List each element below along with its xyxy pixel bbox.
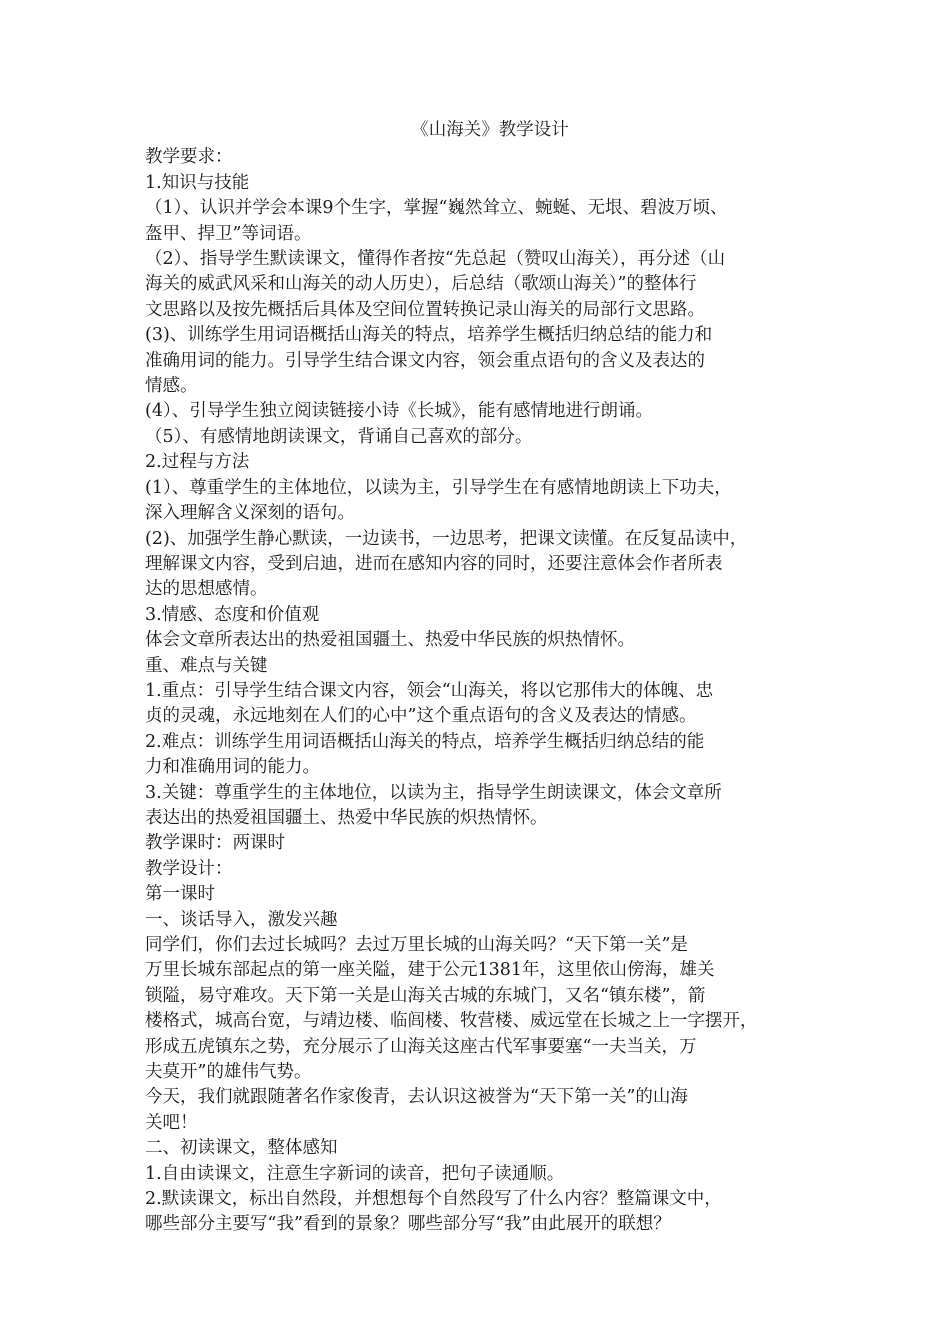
document-body	[145, 145, 815, 1237]
text-line: 文思路以及按先概括后具体及空间位置转换记录山海关的局部行文思路。	[145, 299, 705, 320]
text-line: 达的思想感情。	[145, 579, 268, 600]
text-line: 今天，我们就跟随著名作家俊青，去认识这被誉为“天下第一关”的山海	[145, 1087, 688, 1108]
text-line: 同学们，你们去过长城吗？去过万里长城的山海关吗？“天下第一关”是	[145, 935, 688, 955]
text-line: 贞的灵魂，永远地刻在人们的心中”这个重点语句的含义及表达的情感。	[145, 706, 697, 727]
text-line: 体会文章所表达出的热爱祖国疆土、热爱中华民族的炽热情怀。	[145, 630, 635, 651]
text-line: 形成五虎镇东之势，充分展示了山海关这座古代军事要塞“一夫当关，万	[145, 1036, 697, 1057]
text-line: 2.过程与方法	[145, 452, 250, 473]
document-page	[145, 118, 815, 1238]
text-line: 1.重点：引导学生结合课文内容，领会“山海关，将以它那伟大的体魄、忠	[145, 680, 714, 701]
text-line: 盔甲、捍卫”等词语。	[145, 223, 312, 244]
text-line: 2.默读课文，标出自然段，并想想每个自然段写了什么内容？整篇课文中，	[145, 1189, 722, 1210]
text-line: (2)、加强学生静心默读，一边读书，一边思考，把课文读懂。在反复品读中，	[145, 528, 748, 549]
text-line: 表达出的热爱祖国疆土、热爱中华民族的炽热情怀。	[145, 807, 548, 828]
text-line: （2）、指导学生默读课文，懂得作者按“先总起（赞叹山海关），再分述（山	[145, 249, 726, 270]
text-line: 一、谈话导入，激发兴趣	[145, 909, 338, 930]
text-line: (1）、尊重学生的主体地位，以读为主，引导学生在有感情地朗读上下功夫，	[145, 477, 732, 498]
text-line: 力和准确用词的能力。	[145, 757, 320, 778]
text-line: 关吧！	[145, 1112, 198, 1133]
text-line: 第一课时	[145, 884, 215, 905]
text-line: 万里长城东部起点的第一座关隘，建于公元1381年，这里依山傍海，雄关	[145, 960, 715, 981]
text-line: 3.情感、态度和价值观	[145, 604, 320, 625]
text-line: 楼格式，城高台宽，与靖边楼、临闾楼、牧营楼、威远堂在长城之上一字摆开，	[145, 1011, 758, 1032]
text-line: 哪些部分主要写“我”看到的景象？哪些部分写“我”由此展开的联想？	[145, 1214, 671, 1235]
text-line: 重、难点与关键	[145, 655, 268, 676]
text-line: 深入理解含义深刻的语句。	[145, 503, 355, 524]
document-title: 《山海关》教学设计	[411, 120, 569, 140]
text-line: 1.知识与技能	[145, 172, 250, 193]
text-line: 海关的威武风采和山海关的动人历史），后总结（歌颂山海关）”的整体行	[145, 274, 697, 295]
text-line: 锁隘，易守难攻。天下第一关是山海关古城的东城门，又名“镇东楼”，箭	[145, 985, 706, 1006]
text-line: 情感。	[145, 376, 198, 397]
text-line: （5）、有感情地朗读课文，背诵自己喜欢的部分。	[145, 426, 533, 447]
text-line: 1.自由读课文，注意生字新词的读音，把句子读通顺。	[145, 1163, 565, 1184]
text-line: 教学课时：两课时	[145, 833, 285, 854]
text-line: （1）、认识并学会本课9个生字，掌握“巍然耸立、蜿蜒、无垠、碧波万顷、	[145, 198, 728, 219]
text-line: 3.关键：尊重学生的主体地位，以读为主，指导学生朗读课文，体会文章所	[145, 782, 722, 803]
text-line: 二、初读课文，整体感知	[145, 1138, 338, 1159]
text-line: 理解课文内容，受到启迪，进而在感知内容的同时，还要注意体会作者所表	[145, 553, 723, 574]
text-line: 教学要求：	[145, 147, 233, 168]
text-line: (4）、引导学生独立阅读链接小诗《长城》，能有感情地进行朗诵。	[145, 401, 653, 422]
text-line: 准确用词的能力。引导学生结合课文内容，领会重点语句的含义及表达的	[145, 350, 705, 371]
text-line: (3)、训练学生用词语概括山海关的特点，培养学生概括归纳总结的能力和	[145, 325, 713, 346]
text-line: 夫莫开”的雄伟气势。	[145, 1062, 312, 1083]
text-line: 教学设计：	[145, 858, 233, 879]
text-line: 2.难点：训练学生用词语概括山海关的特点，培养学生概括归纳总结的能	[145, 731, 705, 752]
